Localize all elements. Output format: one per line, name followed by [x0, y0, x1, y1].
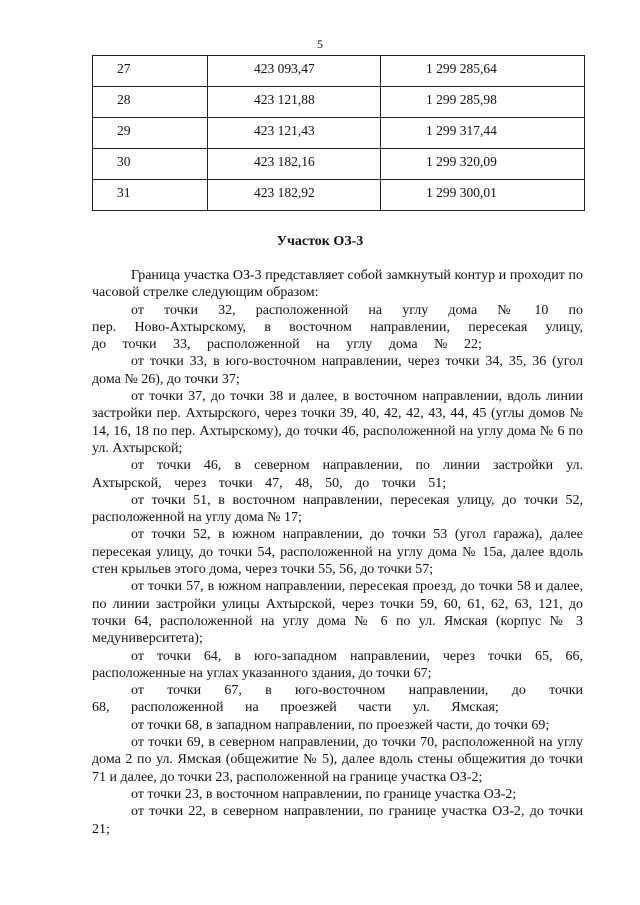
body-text	[92, 267, 583, 838]
paragraph: от точки 51, в восточном направлении, пересекая улицу, до точки 52, расположенной на углу дома № 17;	[92, 492, 583, 526]
point-number-cell: 27	[93, 56, 208, 87]
y-coordinate-cell: 1 299 317,44	[381, 118, 585, 149]
table-row	[93, 180, 585, 211]
paragraph: от точки 52, в южном направлении, до точки 53 (угол гаража), далее пересекая улицу, до точки 54, расположенной на углу дома № 15а, далее вдоль стен крыльев этого дома, через точки 55, 56, до точки 57;	[92, 527, 583, 578]
x-coordinate-cell: 423 121,88	[208, 87, 381, 118]
page-number: 5	[317, 37, 323, 51]
y-coordinate-cell: 1 299 320,09	[381, 149, 585, 180]
table-row	[93, 87, 585, 118]
y-coordinate-cell: 1 299 285,98	[381, 87, 585, 118]
x-coordinate-cell: 423 093,47	[208, 56, 381, 87]
y-coordinate-cell: 1 299 300,01	[381, 180, 585, 211]
paragraph: от точки 22, в северном направлении, по границе участка ОЗ-2, до точки 21;	[92, 804, 583, 837]
paragraph: от точки 67, в юго-восточном направлении, до точки 68, расположенной на проезжей части ул. Ямская;	[92, 683, 583, 716]
paragraph: от точки 33, в юго-восточном направлении, через точки 34, 35, 36 (угол дома № 26), до точки 37;	[92, 354, 583, 387]
paragraph: от точки 37, до точки 38 и далее, в восточном направлении, вдоль линии застройки пер. Ахтырского, через точки 39, 40, 42, 42, 43, 44, 45 (углы домов № 14, 16, 18 по пер. Ахтырскому), до точки 46, расположенной на углу дома № 6 по ул. Ахтырской;	[92, 389, 583, 456]
paragraph: от точки 46, в северном направлении, по линии застройки ул. Ахтырской, через точки 47, 48, 50, до точки 51;	[92, 458, 583, 491]
x-coordinate-cell: 423 182,16	[208, 149, 381, 180]
paragraph: от точки 32, расположенной на углу дома № 10 по пер. Ново-Ахтырскому, в восточном направлении, пересекая улицу, до точки 33, расположенной на углу дома № 22;	[92, 302, 583, 353]
table-row	[93, 56, 585, 87]
point-number-cell: 29	[93, 118, 208, 149]
x-coordinate-cell: 423 121,43	[208, 118, 381, 149]
point-number-cell: 30	[93, 149, 208, 180]
paragraph: от точки 57, в южном направлении, пересекая проезд, до точки 58 и далее, по линии застройки улицы Ахтырской, через точки 59, 60, 61, 62, 63, 121, до точки 64, расположенной на углу дома № 6 по ул. Ямская (корпус № 3 медуниверситета);	[92, 579, 583, 647]
paragraph: от точки 64, в юго-западном направлении, через точки 65, 66, расположенные на углах указанного здания, до точки 67;	[92, 648, 583, 681]
section-title: Участок ОЗ-3	[276, 234, 364, 249]
paragraph: Граница участка ОЗ-3 представляет собой замкнутый контур и проходит по часовой стрелке следующим образом:	[92, 268, 583, 301]
paragraph: от точки 69, в северном направлении, до точки 70, расположенной на углу дома 2 по ул. Ямская (общежитие № 5), далее вдоль стены общежития до точки 71 и далее, до точки 23, расположенной на границе участка ОЗ-2;	[92, 735, 583, 785]
y-coordinate-cell: 1 299 285,64	[381, 56, 585, 87]
table-row	[93, 118, 585, 149]
coordinates-table	[92, 55, 585, 211]
point-number-cell: 31	[93, 180, 208, 211]
paragraph: от точки 68, в западном направлении, по проезжей части, до точки 69;	[131, 717, 550, 733]
x-coordinate-cell: 423 182,92	[208, 180, 381, 211]
table-row	[93, 149, 585, 180]
point-number-cell: 28	[93, 87, 208, 118]
paragraph: от точки 23, в восточном направлении, по границе участка ОЗ-2;	[131, 786, 517, 802]
